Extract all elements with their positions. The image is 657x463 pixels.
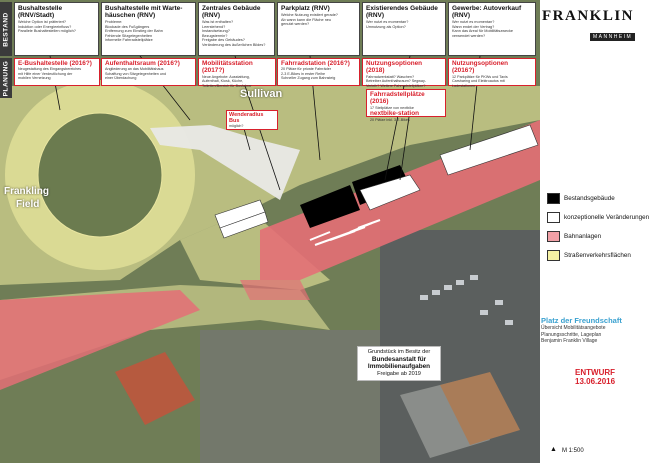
planung-title: Mobilitätsstation (2017?)	[202, 60, 253, 75]
draft-date: 13.06.2016	[575, 377, 616, 386]
legend-label: Bahnanlagen	[564, 232, 602, 240]
map-label-frankling: Frankling	[4, 186, 50, 197]
planung-text: Neugestaltung des Eingangsbereiches mit Hilfe einer Verdeutlichung der mobilen Vernetzung	[18, 67, 82, 81]
bestand-label: BESTAND	[0, 2, 12, 56]
project-line: Planungsschritte, Lageplan	[541, 331, 602, 338]
bestand-text: Welche Nutzung existiert gerade? Ab wann kann die Fläche neu genutzt werden?	[281, 13, 338, 27]
planung-box-nutzungsoptionen-2018	[362, 58, 446, 86]
legend-swatch-pink	[547, 231, 560, 242]
north-arrow-icon: ▲	[550, 446, 557, 453]
scale-label: M 1:500	[562, 448, 584, 454]
planung-text: 12 Parkplätze für PKWs und Taxis Carsharing und Elektroautos mit Ladestationen	[452, 74, 508, 88]
draft-title: ENTWURF	[575, 368, 616, 377]
legend-label: konzeptionelle Veränderungen	[564, 213, 650, 221]
bestand-text: Wer nutzt es momentan? Wann endet der Vertrag? Kann das Areal für Mobilitätszwecke verwendet werden?	[452, 20, 513, 38]
planung-box-nutzungsoptionen-2016	[448, 58, 536, 86]
planung-box-mobilitaetsstation	[198, 58, 276, 86]
wenderadius-callout	[226, 110, 278, 130]
planung-title: Aufenthaltsraum (2016?)	[105, 60, 180, 67]
planung-title: Nutzungsoptionen (2018)	[366, 60, 423, 75]
planung-box-e-bushaltestelle	[14, 58, 100, 86]
land-bold-1: Bundesanstalt für	[371, 355, 427, 363]
logo-sub: MANNHEIM	[590, 33, 635, 41]
bestand-box-wartehaeuschen	[101, 2, 196, 56]
bestand-box-parkplatz	[277, 2, 360, 56]
bestand-title: Gewerbe: Autoverkauf (RNV)	[452, 5, 522, 20]
planung-box-fahrradstellplaetze	[366, 89, 446, 122]
land-ownership-box	[357, 346, 441, 381]
planung-text: 17 Stellplätze von nextbike	[370, 105, 414, 110]
planung-label: PLANUNG	[0, 58, 12, 98]
legend-item	[547, 212, 655, 223]
legend-swatch-yellow	[547, 250, 560, 261]
wende-title: Wenderadius Bus	[229, 112, 264, 125]
bestand-text: Wer nutzt es momentan? Umnutzung als Option?	[366, 20, 409, 29]
planung-title: Nutzungsoptionen (2016?)	[452, 60, 509, 75]
bestand-box-existierendes-gebaeude	[362, 2, 446, 56]
planung-text: Neue Angebote: Ausstattung, Aufenthalt, Kiosk, Küche, Toiletten/Bereich für Busfahrer	[202, 74, 252, 88]
bestand-box-zentrales-gebaeude	[198, 2, 275, 56]
legend-item	[547, 193, 655, 204]
bestand-title: Bushaltestelle mit Warte-häuschen (RNV)	[105, 5, 183, 20]
legend-item	[547, 231, 655, 242]
bestand-box-bushaltestelle	[14, 2, 99, 56]
project-title: Platz der Freundschaft	[541, 316, 622, 325]
wende-text: möglich?	[229, 124, 244, 129]
project-info	[541, 316, 655, 345]
project-line: Benjamin Franklin Village	[541, 338, 598, 344]
bestand-text: Was ist enthalten? Leerstehend? Instandsetzung? Bezugstermin? Freigabe des Gebäudes? Veränderung des äußerlichen Bildes?	[202, 20, 266, 48]
bestand-title: Parkplatz (RNV)	[281, 5, 330, 12]
planung-title: E-Bushaltestelle (2016?)	[18, 60, 92, 67]
legend-swatch-black	[547, 193, 560, 204]
legend-swatch-white	[547, 212, 560, 223]
legend-label: Bestandsgebäude	[564, 194, 615, 202]
bestand-text: Welche Option ist präferiert? Induktion oder Energieeinfluss? Parallele Bushaltestellen möglich?	[18, 20, 76, 34]
franklin-logo	[542, 8, 654, 43]
project-line: Übersicht Mobilitätsangebote	[541, 325, 606, 331]
planung-subtext: 20 Plätze inkl. 3 E-Bikes	[370, 117, 410, 122]
planung-box-fahrradstation	[277, 58, 360, 86]
land-line-1: Grundstück im Besitz der	[367, 349, 431, 355]
planung-title: Fahrradstation (2016?)	[281, 60, 350, 67]
legend-item	[547, 250, 655, 261]
bestand-title: Zentrales Gebäude (RNV)	[202, 5, 261, 20]
planung-box-aufenthaltsraum	[101, 58, 196, 86]
land-bold-2: Immobilienaufgaben	[367, 363, 431, 371]
planung-subtitle: nextbike-station	[370, 110, 420, 118]
legend	[547, 193, 655, 269]
planung-text: 20 Plätze für private Fahrräder 2-3 E-Bikes in erster Reihe Schneller Zugang zum Bahnsteig	[281, 67, 336, 81]
planung-text: Fahrradwerkstatt? Waschen? Betreiber Aufenthaltsraum? Segway- Verleih? Weitere Fahrradstellplätze?	[366, 74, 427, 88]
bestand-box-autoverkauf	[448, 2, 536, 56]
planung-text: Angliederung an das Mobilitätshaus Schaffung von Sitzgelegenheiten und einer Überdachung	[105, 67, 167, 81]
legend-label: Straßenverkehrsflächen	[564, 251, 631, 259]
land-line-2: Freigabe ab 2019	[377, 371, 421, 378]
logo-name: FRANKLIN	[542, 8, 635, 24]
bestand-text: Probleme: Blockade des Fußgängers Entfernung zum Einstieg der Bahn Fehlende Sitzgelegenheiten informelle Fahrradstellplätze	[105, 20, 163, 43]
bestand-title: Bushaltestelle (RNV/Stadt)	[18, 5, 63, 20]
map-label-sullivan: Sullivan	[240, 88, 283, 100]
draft-stamp	[575, 368, 615, 386]
bestand-title: Existierendes Gebäude (RNV)	[366, 5, 438, 20]
map-label-field: Field	[16, 199, 40, 210]
planung-title: Fahrradstellplätze (2016)	[370, 91, 425, 106]
